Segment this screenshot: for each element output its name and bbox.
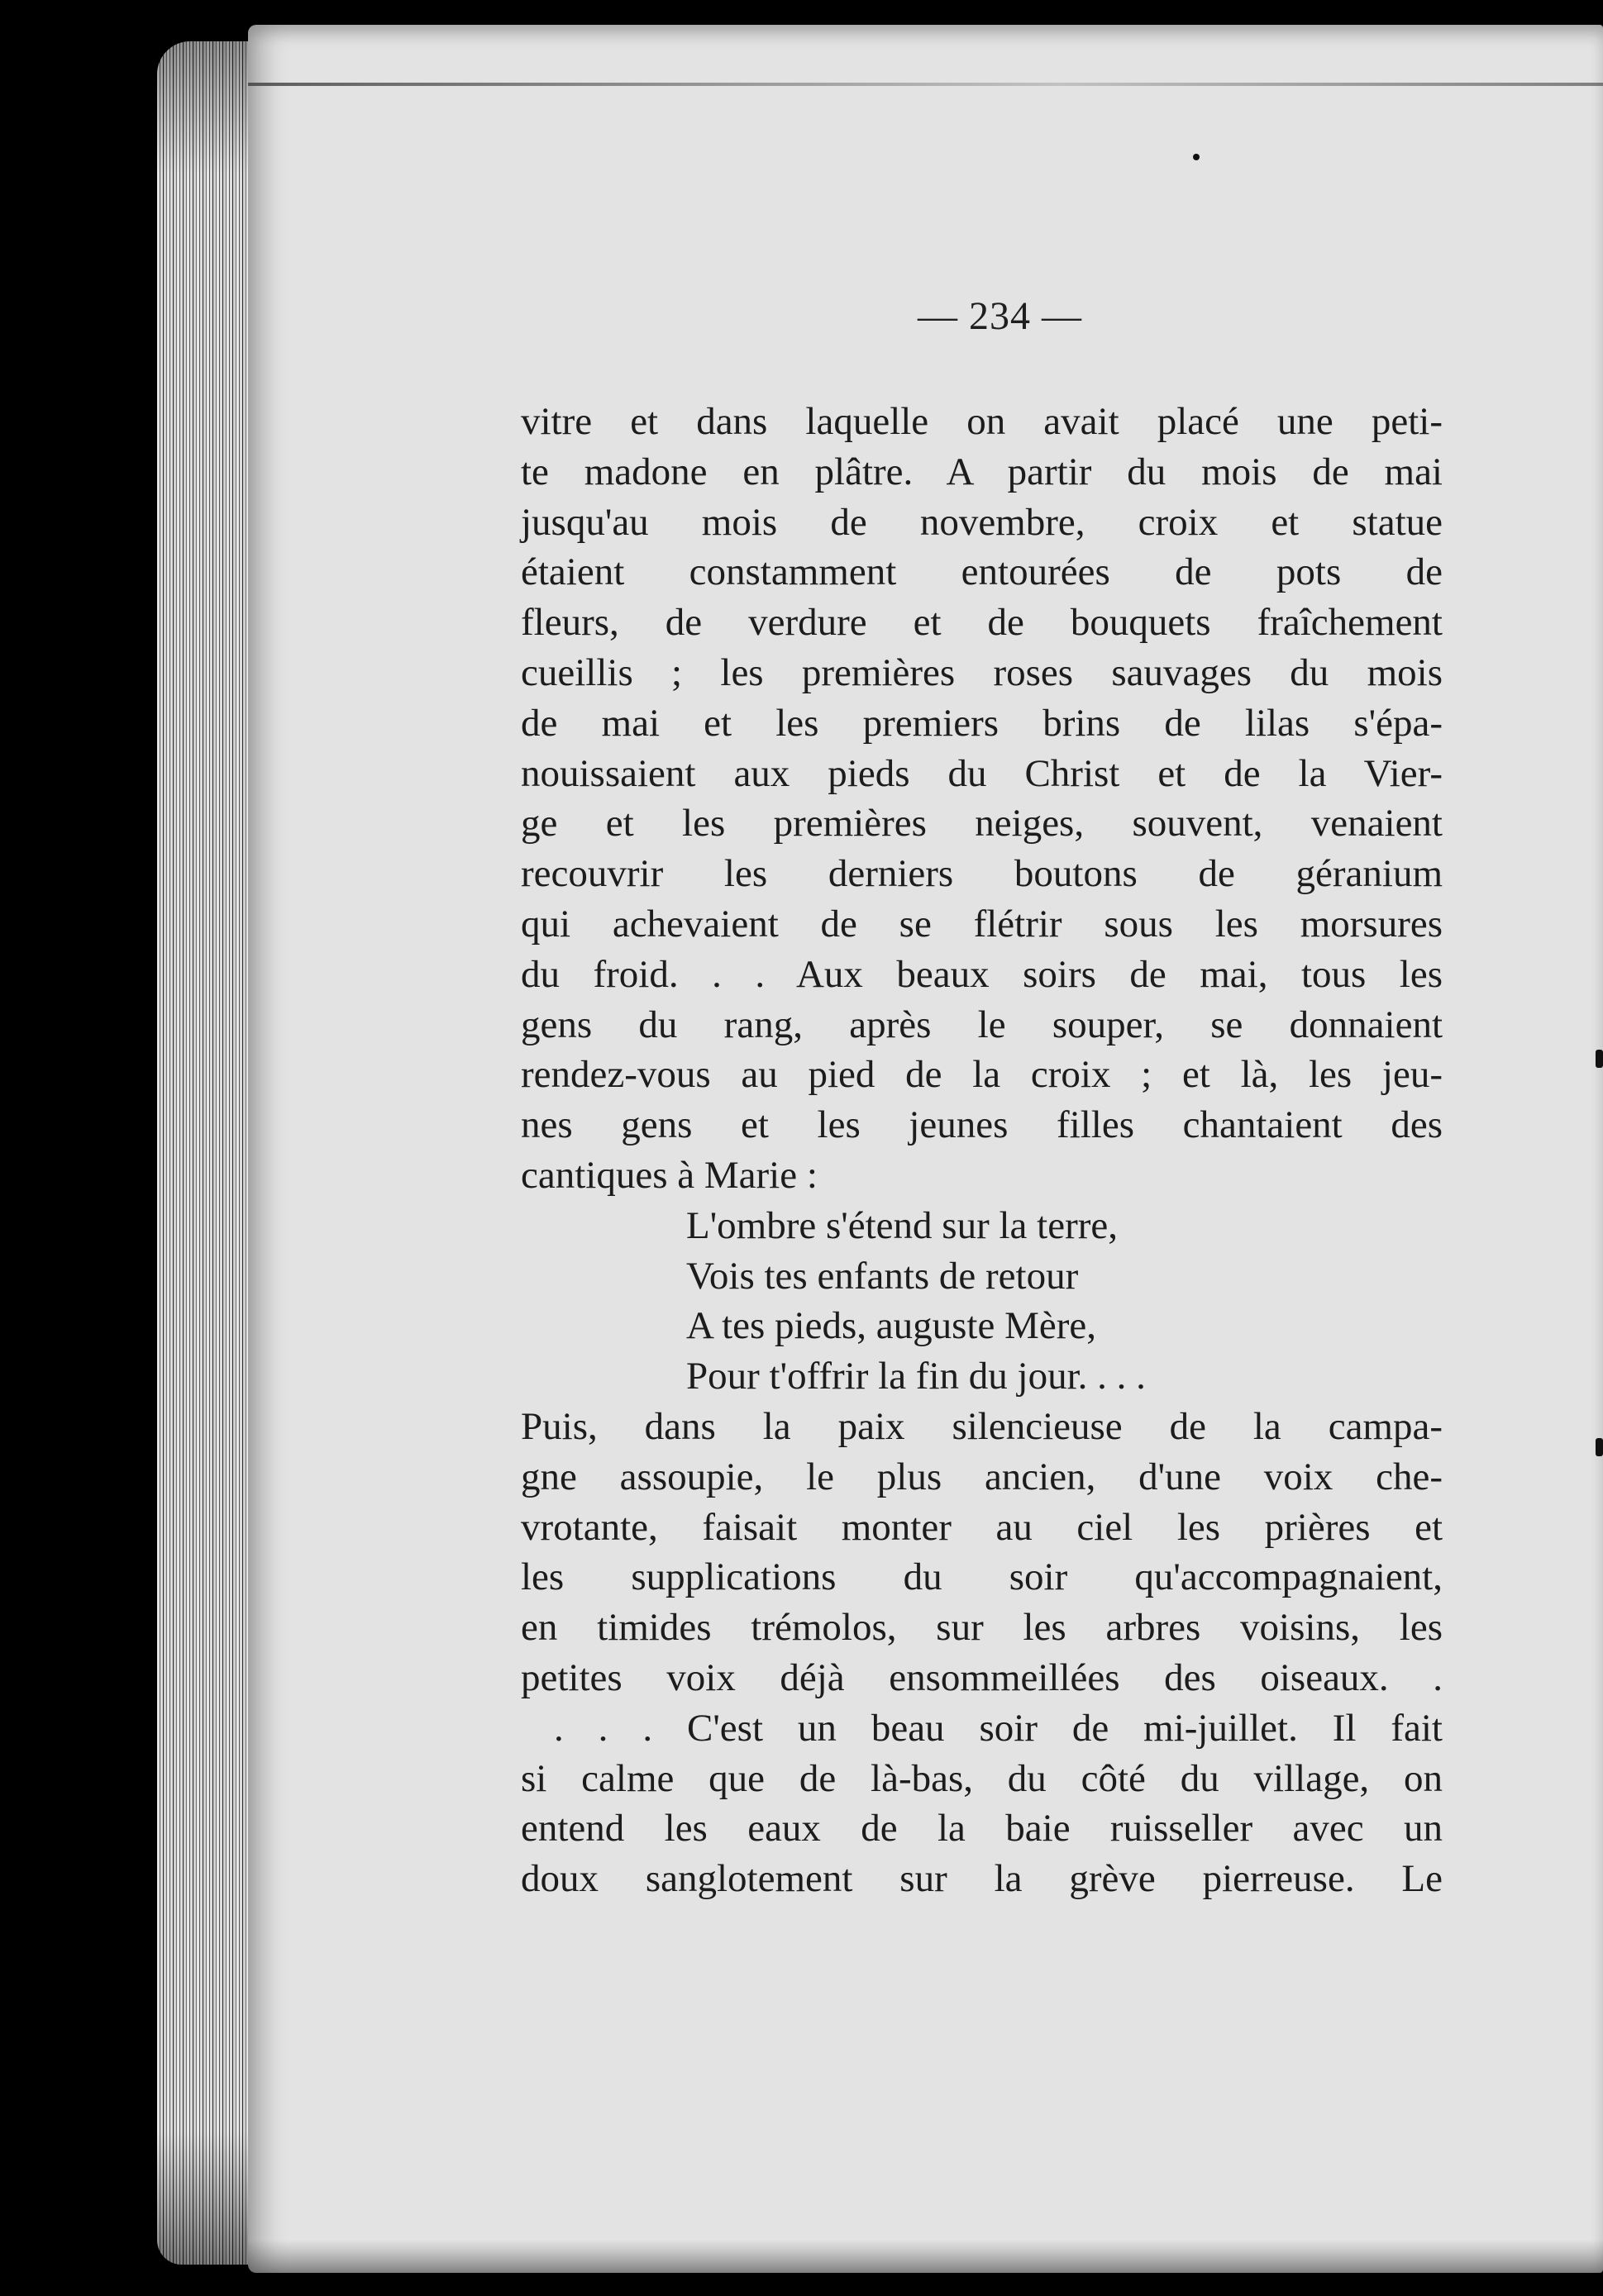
page-bottom-shadow — [248, 2240, 1603, 2273]
text-line: gens du rang, après le souper, se donnaient — [521, 1003, 1443, 1046]
text-line: en timides trémolos, sur les arbres voisins, les — [521, 1606, 1443, 1650]
body-text — [521, 397, 1443, 1904]
text-line: doux sanglotement sur la grève pierreuse. Le — [521, 1857, 1443, 1901]
text-line: te madone en plâtre. A partir du mois de mai — [521, 450, 1443, 493]
text-line: cantiques à Marie : — [521, 1153, 818, 1197]
text-line: si calme que de là-bas, du côté du village, on — [521, 1756, 1443, 1800]
text-line: du froid. . . Aux beaux soirs de mai, tous les — [521, 952, 1443, 996]
text-line: les supplications du soir qu'accompagnaient, — [521, 1555, 1443, 1599]
text-line: recouvrir les derniers boutons de géranium — [521, 852, 1443, 896]
verse-line: Vois tes enfants de retour — [686, 1254, 1079, 1298]
text-line: de mai et les premiers brins de lilas s'épa- — [521, 701, 1443, 745]
text-line: étaient constamment entourées de pots de — [521, 550, 1443, 594]
verse-line: L'ombre s'étend sur la terre, — [686, 1203, 1118, 1247]
text-line: ge et les premières neiges, souvent, venaient — [521, 802, 1443, 846]
text-line: qui achevaient de se flétrir sous les morsures — [521, 902, 1443, 946]
dust-speck — [1596, 1050, 1603, 1068]
text-line: fleurs, de verdure et de bouquets fraîchement — [521, 601, 1443, 645]
page-top-edge — [248, 83, 1603, 86]
page-number: — 234 — — [918, 294, 1082, 338]
text-line: nouissaient aux pieds du Christ et de la Vier- — [521, 751, 1443, 795]
text-line: Puis, dans la paix silencieuse de la campa- — [521, 1404, 1443, 1448]
text-line: vitre et dans laquelle on avait placé une peti- — [521, 400, 1443, 443]
text-line: nes gens et les jeunes filles chantaient des — [521, 1103, 1443, 1147]
verse-line: Pour t'offrir la fin du jour. . . . — [686, 1355, 1146, 1398]
text-line: vrotante, faisait monter au ciel les prières et — [521, 1505, 1443, 1549]
text-line: gne assoupie, le plus ancien, d'une voix che- — [521, 1455, 1443, 1498]
verse-line: A tes pieds, auguste Mère, — [686, 1304, 1097, 1348]
text-line: . . . C'est un beau soir de mi-juillet. Il fait — [554, 1706, 1443, 1750]
dust-speck — [1596, 1438, 1603, 1456]
dust-speck — [1193, 154, 1200, 160]
text-line: jusqu'au mois de novembre, croix et statue — [521, 500, 1443, 544]
text-line: rendez-vous au pied de la croix ; et là, les jeu- — [521, 1053, 1443, 1097]
text-line: cueillis ; les premières roses sauvages du mois — [521, 650, 1443, 694]
text-line: entend les eaux de la baie ruisseller avec un — [521, 1807, 1443, 1851]
text-line: petites voix déjà ensommeillées des oiseaux. . — [521, 1655, 1443, 1699]
